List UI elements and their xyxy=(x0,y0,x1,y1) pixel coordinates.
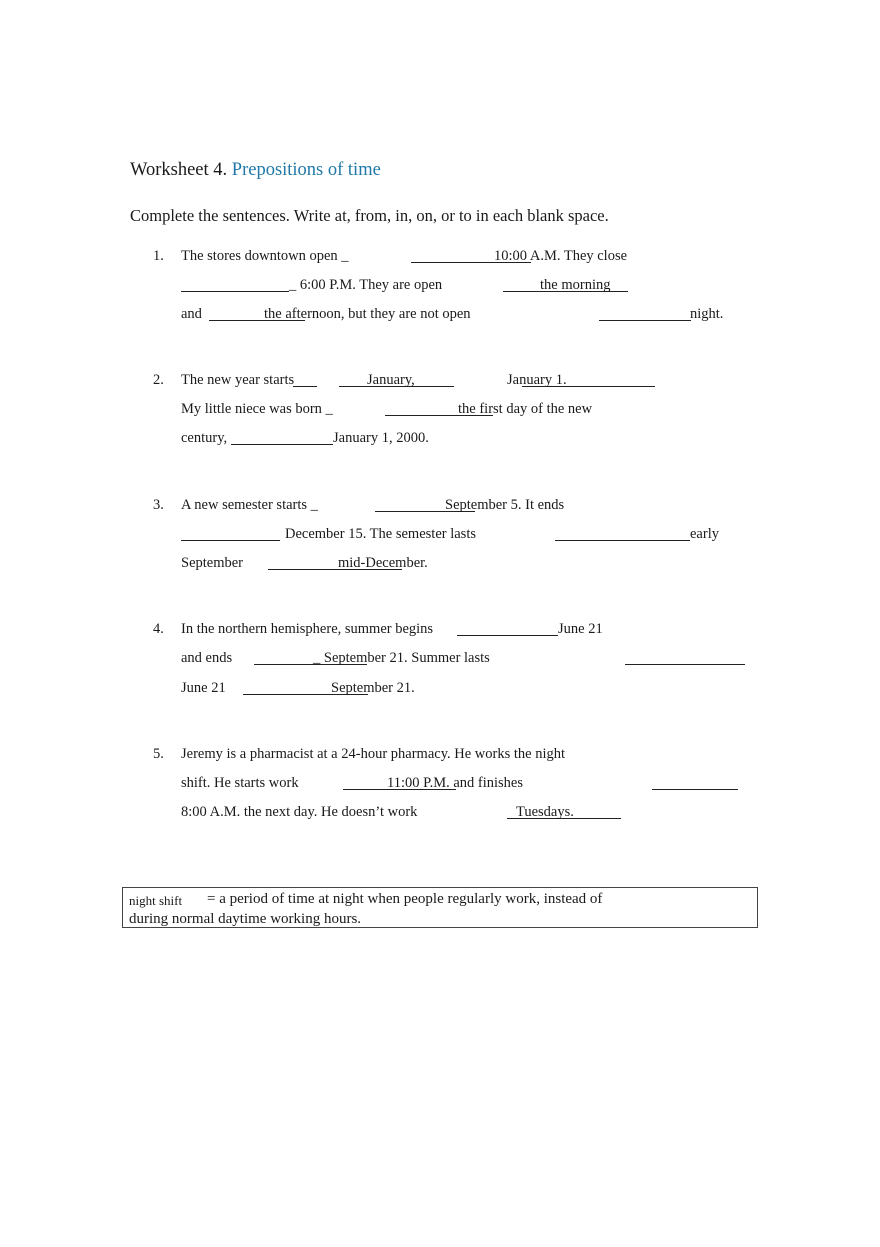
worksheet-topic: Prepositions of time xyxy=(231,160,381,180)
answer-blank[interactable] xyxy=(181,291,289,292)
sentence-text: night. xyxy=(690,306,724,322)
sentence-text: and xyxy=(181,306,202,322)
sentence-text: early xyxy=(690,526,719,542)
sentence-text: century, xyxy=(181,430,228,446)
worksheet-title xyxy=(130,160,381,181)
sentence-text: 8:00 A.M. the next day. He doesn’t work xyxy=(181,804,418,820)
sentence-text: June 21 xyxy=(181,680,226,696)
sentence-text: the afternoon, but they are not open xyxy=(264,306,471,322)
sentence-text: January, xyxy=(367,372,415,388)
answer-blank[interactable] xyxy=(522,386,655,387)
item-number: 1. xyxy=(153,248,164,264)
sentence-text: the first day of the new xyxy=(458,401,593,417)
item-number: 4. xyxy=(153,621,164,637)
sentence-text: the morning xyxy=(540,277,611,293)
sentence-text: In the northern hemisphere, summer begins xyxy=(181,621,434,637)
answer-blank[interactable] xyxy=(181,540,280,541)
sentence-text: September 21. xyxy=(331,680,415,696)
sentence-text: _ September 21. Summer lasts xyxy=(313,650,490,666)
sentence-text: My little niece was born _ xyxy=(181,401,333,417)
glossary-term: night shift xyxy=(129,893,183,908)
answer-blank[interactable] xyxy=(457,635,558,636)
glossary-definition: = a period of time at night when people regularly work, instead of xyxy=(207,891,603,907)
answer-blank[interactable] xyxy=(625,664,745,665)
sentence-text: January 1, 2000. xyxy=(333,430,429,446)
sentence-text: The new year starts xyxy=(181,372,295,388)
worksheet-title-prefix: Worksheet 4. xyxy=(130,160,228,180)
sentence-text: A new semester starts _ xyxy=(181,497,318,513)
sentence-text: Tuesdays. xyxy=(516,804,574,820)
item-number: 5. xyxy=(153,746,164,762)
sentence-text: Jeremy is a pharmacist at a 24-hour pharmacy. He works the night xyxy=(181,746,565,762)
item-number: 2. xyxy=(153,372,164,388)
sentence-text: 11:00 P.M. and finishes xyxy=(387,775,524,791)
sentence-text: _ 6:00 P.M. They are open xyxy=(289,277,443,293)
sentence-text: mid-December. xyxy=(338,555,428,571)
sentence-text: shift. He starts work xyxy=(181,775,299,791)
sentence-text: December 15. The semester lasts xyxy=(285,526,476,542)
answer-blank[interactable] xyxy=(555,540,690,541)
sentence-text: September xyxy=(181,555,244,571)
sentence-text: June 21 xyxy=(558,621,603,637)
sentence-text: January 1. xyxy=(507,372,567,388)
answer-blank[interactable] xyxy=(599,320,691,321)
sentence-text: September 5. It ends xyxy=(445,497,565,513)
item-number: 3. xyxy=(153,497,164,513)
sentence-text: 10:00 A.M. They close xyxy=(494,248,628,264)
answer-blank[interactable] xyxy=(652,789,738,790)
answer-blank[interactable] xyxy=(231,444,333,445)
sentence-text: The stores downtown open _ xyxy=(181,248,349,264)
answer-blank[interactable] xyxy=(293,386,317,387)
sentence-text: and ends xyxy=(181,650,233,666)
instructions: Complete the sentences. Write at, from, in, on, or to in each blank space. xyxy=(130,206,609,225)
glossary-definition-continued: during normal daytime working hours. xyxy=(129,911,362,927)
